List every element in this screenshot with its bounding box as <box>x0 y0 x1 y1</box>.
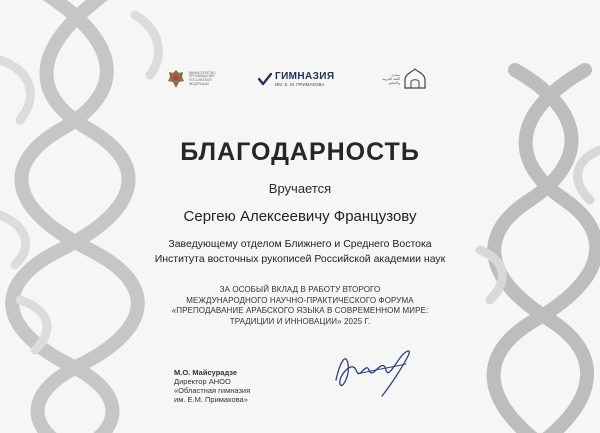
gymnasium-subtitle: ИМ. Е. М. ПРИМАКОВА <box>275 82 325 87</box>
ministry-logo <box>166 64 223 94</box>
arabic-forum-text: منتدى اللغة العربية والتعليم <box>382 72 400 86</box>
certificate-title: БЛАГОДАРНОСТЬ <box>180 138 420 166</box>
signer-name: М.О. Майсурадзе <box>174 368 238 377</box>
coat-of-arms-icon <box>166 68 186 90</box>
award-reason: ЗА ОСОБЫЙ ВКЛАД В РАБОТУ ВТОРОГО МЕЖДУНАРОДНОГО НАУЧНО-ПРАКТИЧЕСКОГО ФОРУМА «ПРЕПОДАВАНИЕ АРАБСКОГО ЯЗЫКА В СОВРЕМЕННОМ МИРЕ: ТРАДИЦИИ И ИННОВАЦИИ» 2025 Г. <box>171 285 429 326</box>
logos-row <box>0 64 600 94</box>
recipient-name: Сергею Алексеевичу Французову <box>183 208 417 225</box>
presented-label: Вручается <box>268 181 332 196</box>
signer-block: М.О. Майсурадзе Директор АНОО «Областная гимназия им. Е.М. Примакова» <box>174 368 294 404</box>
check-mark-icon <box>258 72 272 86</box>
recipient-position: Заведующему отделом Ближнего и Среднего Востока Института восточных рукописей Российской академии наук <box>154 238 446 265</box>
gymnasium-logo <box>258 64 334 94</box>
handwritten-signature <box>328 340 418 400</box>
mosque-emblem-icon <box>403 68 427 90</box>
ministry-text: МИНИСТЕРСТВО ПРОСВЕЩЕНИЯ РОССИЙСКОЙ ФЕДЕРАЦИИ <box>189 70 216 86</box>
gymnasium-title: ГИМНАЗИЯ <box>275 71 335 82</box>
arabic-forum-logo <box>362 64 427 94</box>
